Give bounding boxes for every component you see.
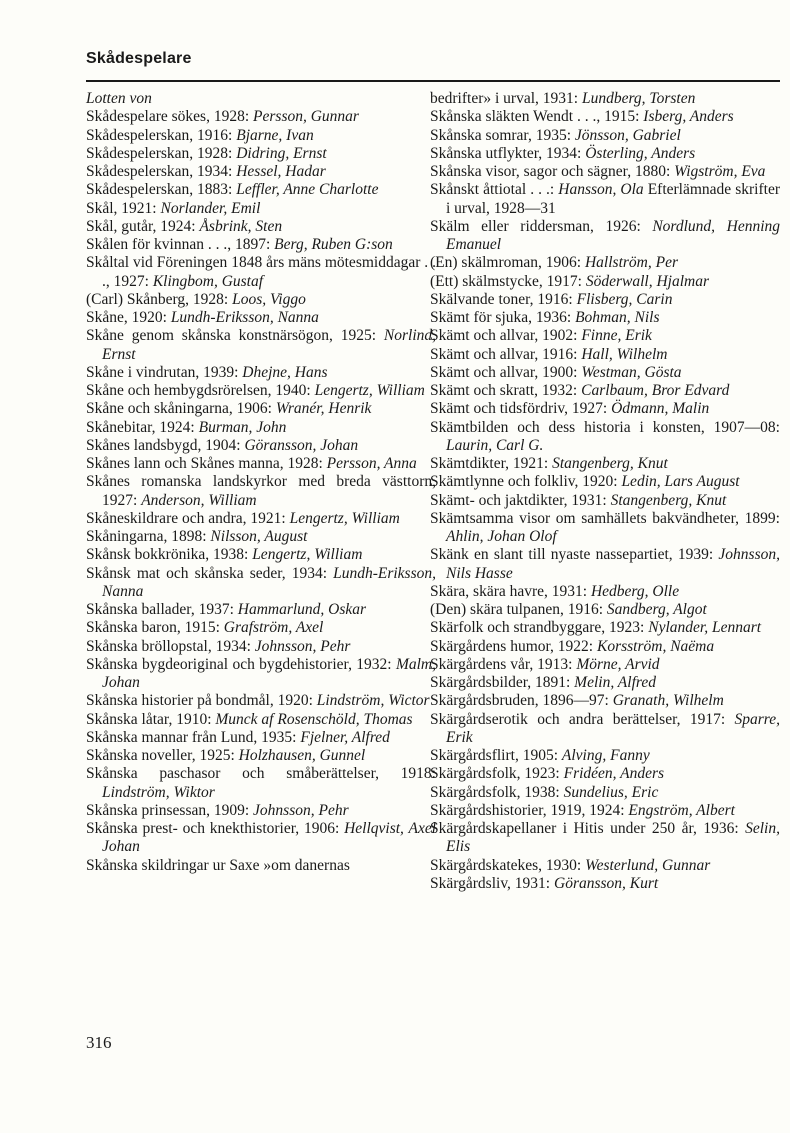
entry-author: Ödmann, Malin	[611, 400, 710, 418]
entry-author: Didring, Ernst	[236, 144, 327, 162]
index-entry	[86, 473, 436, 510]
entry-title: Skärgårdskatekes, 1930:	[430, 856, 586, 874]
index-entry	[430, 127, 780, 145]
index-entry	[86, 163, 436, 181]
entry-author: Klingbom, Gustaf	[152, 272, 264, 290]
entry-title: Skämtlynne och folkliv, 1920:	[430, 473, 622, 491]
entry-author: Lotten von	[86, 90, 152, 107]
entry-author: Lundh-Eriksson, Nanna	[102, 564, 436, 600]
entry-author: Hammarlund, Oskar	[237, 601, 367, 618]
entry-author: Nordlund, Henning Emanuel	[446, 217, 780, 253]
entry-title: Skådespelerskan, 1928:	[86, 144, 237, 162]
index-entry	[430, 747, 780, 765]
entry-title: Skånska somrar, 1935:	[430, 126, 575, 144]
entry-author: Carlbaum, Bror Edvard	[581, 382, 730, 399]
index-entry	[86, 510, 436, 528]
index-entry	[430, 309, 780, 327]
entry-author: Melin, Alfred	[574, 674, 656, 691]
entry-author: Engström, Albert	[628, 801, 735, 819]
entry-title: Skämtsamma visor om samhällets bakvändheter, 1899:	[430, 509, 780, 527]
entry-author: Isberg, Anders	[643, 108, 734, 126]
entry-title: Skånsk mat och skånska seder, 1934:	[86, 564, 334, 582]
index-entry	[86, 857, 436, 875]
entry-title: Skåltal vid Föreningen 1848 års mäns mötesmiddagar . . ., 1927:	[86, 254, 436, 290]
entry-author: Nylander, Lennart	[648, 619, 762, 637]
index-entry	[430, 346, 780, 364]
index-entry	[430, 638, 780, 656]
index-entry	[86, 437, 436, 455]
entry-title: Skånska utflykter, 1934:	[430, 144, 586, 162]
index-entry	[86, 747, 436, 765]
entry-author: Johnsson, Pehr	[254, 637, 351, 655]
index-entry	[86, 802, 436, 820]
entry-author: Laurin, Carl G.	[446, 436, 544, 454]
entry-title: Skånska historier på bondmål, 1920:	[86, 692, 317, 710]
entry-title: (Ett) skälmstycke, 1917:	[430, 272, 586, 290]
entry-author: Ledin, Lars August	[621, 473, 740, 491]
entry-author: Bjarne, Ivan	[236, 126, 314, 144]
entry-author: Flisberg, Carin	[576, 290, 673, 308]
index-entry	[430, 583, 780, 601]
entry-title: Skärgårdsbruden, 1896—97:	[430, 692, 613, 710]
entry-title: Skåningarna, 1898:	[86, 528, 211, 545]
entry-author: Göransson, Johan	[244, 436, 359, 454]
entry-author: Lindström, Wiktor	[102, 783, 215, 801]
index-entry	[430, 455, 780, 473]
header-rule	[86, 80, 780, 82]
entry-title: Skånska mannar från Lund, 1935:	[86, 728, 301, 746]
entry-title: Skånska låtar, 1910:	[86, 710, 216, 728]
entry-title: Skämt och allvar, 1916:	[430, 345, 582, 363]
index-entry	[430, 875, 780, 893]
index-entry	[430, 382, 780, 400]
entry-title: bedrifter» i urval, 1931:	[430, 90, 582, 107]
index-entry	[430, 656, 780, 674]
index-entry	[86, 90, 436, 108]
index-entry	[86, 254, 436, 291]
index-entry	[430, 820, 780, 857]
index-entry	[86, 565, 436, 602]
entry-title: (Carl) Skånberg, 1928:	[86, 290, 233, 308]
index-entry	[86, 820, 436, 857]
entry-author: Berg, Ruben G:son	[274, 236, 393, 253]
entry-author: Wranér, Henrik	[275, 400, 372, 418]
entry-author: Österling, Anders	[585, 144, 696, 162]
entry-title: Skärfolk och strandbyggare, 1923:	[430, 619, 649, 637]
index-entry	[86, 309, 436, 327]
index-entry	[430, 857, 780, 875]
entry-title: Skånska ballader, 1937:	[86, 601, 238, 618]
entry-author: Fjelner, Alfred	[300, 728, 390, 746]
entry-author: Sundelius, Eric	[563, 783, 659, 801]
index-entry	[430, 254, 780, 272]
entry-author: Leffler, Anne Charlotte	[236, 181, 379, 199]
entry-author: Anderson, William	[141, 491, 257, 509]
entry-author: Finne, Erik	[581, 327, 652, 345]
entry-title: Skärgårdskapellaner i Hitis under 250 år, 1936:	[430, 820, 746, 837]
entry-author: Dhejne, Hans	[242, 363, 328, 381]
index-entry	[430, 218, 780, 255]
index-entry	[430, 273, 780, 291]
index-entry	[86, 218, 436, 236]
entry-title: Skåneskildrare och andra, 1921:	[86, 509, 290, 527]
entry-title: Skämt och allvar, 1900:	[430, 363, 582, 381]
entry-title: Skärgårdens vår, 1913:	[430, 655, 577, 673]
index-entry	[86, 364, 436, 382]
index-entry	[430, 419, 780, 456]
entry-title: Skål, gutår, 1924:	[86, 217, 200, 235]
entry-author: Lundh-Eriksson, Nanna	[170, 309, 319, 326]
entry-title: (En) skälmroman, 1906:	[430, 254, 585, 272]
entry-title: Skämtdikter, 1921:	[430, 455, 553, 472]
index-entry	[86, 327, 436, 364]
entry-title: Skärgårdshistorier, 1919, 1924:	[430, 801, 629, 819]
index-entry	[430, 674, 780, 692]
entry-author: Burman, John	[198, 418, 287, 436]
entry-title: Skånska paschasor och småberättelser, 1918:	[86, 765, 436, 783]
page-header: Skådespelare	[86, 50, 192, 67]
entry-author: Norlander, Emil	[160, 199, 261, 217]
entry-title: Skånska baron, 1915:	[86, 619, 224, 637]
entry-title: Skärgårdsliv, 1931:	[430, 874, 554, 892]
entry-author: Hansson, Ola	[558, 181, 644, 199]
entry-author: Fridéen, Anders	[563, 765, 665, 783]
index-entry	[430, 619, 780, 637]
index-entry	[430, 601, 780, 619]
entry-title: Skärgårdsbilder, 1891:	[430, 674, 575, 691]
index-entry	[86, 419, 436, 437]
entry-title: Skålen för kvinnan . . ., 1897:	[86, 236, 275, 253]
entry-title: Skärgårdserotik och andra berättelser, 1917:	[430, 710, 735, 728]
entry-author: Hall, Wilhelm	[581, 345, 668, 363]
entry-title: Skämt för sjuka, 1936:	[430, 309, 576, 326]
entry-author: Johnsson, Pehr	[253, 801, 349, 819]
entry-title: Skådespelerskan, 1934:	[86, 163, 237, 180]
index-entry	[86, 181, 436, 199]
entry-author: Alving, Fanny	[561, 747, 650, 764]
entry-author: Sparre, Erik	[446, 710, 780, 746]
entry-author: Hessel, Hadar	[236, 163, 326, 180]
entry-title: Skämt- och jaktdikter, 1931:	[430, 491, 611, 509]
index-entry	[430, 400, 780, 418]
entry-author: Lindström, Wictor	[316, 692, 430, 710]
entry-author: Malm, Johan	[102, 655, 436, 691]
entry-title: Skånskt åttiotal . . .:	[430, 181, 559, 199]
entry-title: Skål, 1921:	[86, 199, 161, 217]
entry-author: Persson, Anna	[326, 455, 417, 472]
entry-title: Skånska visor, sagor och sägner, 1880:	[430, 163, 675, 180]
index-entry	[86, 765, 436, 802]
entry-title: Skämtbilden och dess historia i konsten, 1907—08:	[430, 418, 780, 436]
entry-title: Skåne och hembygdsrörelsen, 1940:	[86, 382, 315, 399]
entry-title: Skådespelerskan, 1883:	[86, 181, 237, 199]
index-entry	[86, 546, 436, 564]
entry-author: Åsbrink, Sten	[199, 217, 283, 235]
left-column	[86, 90, 436, 875]
entry-title: Skånska noveller, 1925:	[86, 747, 239, 764]
index-entry	[86, 711, 436, 729]
entry-author: Jönsson, Gabriel	[574, 126, 681, 144]
index-entry	[86, 236, 436, 254]
index-entry	[86, 108, 436, 126]
index-entry	[86, 291, 436, 309]
index-entry	[86, 400, 436, 418]
entry-author: Hellqvist, Axel Johan	[102, 820, 437, 856]
entry-title: Skånska skildringar ur Saxe »om danernas	[86, 856, 350, 874]
entry-title: Skånes lann och Skånes manna, 1928:	[86, 455, 327, 472]
entry-title: Skånska prinsessan, 1909:	[86, 801, 254, 819]
entry-title: Skåne, 1920:	[86, 309, 171, 326]
entry-author: Persson, Gunnar	[253, 108, 359, 126]
entry-title: Skämt och skratt, 1932:	[430, 382, 582, 399]
entry-author: Selin, Elis	[446, 820, 780, 856]
entry-author: Stangenberg, Knut	[552, 455, 668, 472]
index-entry	[430, 163, 780, 181]
entry-title: Skånes romanska landskyrkor med breda västtorn, 1927:	[86, 473, 436, 509]
index-entry	[86, 455, 436, 473]
index-entry	[430, 291, 780, 309]
entry-author: Lundberg, Torsten	[581, 90, 696, 107]
index-entry	[430, 711, 780, 748]
entry-author: Lengertz, William	[289, 509, 400, 527]
entry-title: Skånebitar, 1924:	[86, 418, 199, 436]
index-entry	[430, 692, 780, 710]
entry-title: Skärgårdsflirt, 1905:	[430, 747, 562, 764]
entry-title: Skåne och skåningarna, 1906:	[86, 400, 276, 418]
index-entry	[86, 729, 436, 747]
entry-author: Bohman, Nils	[575, 309, 660, 326]
entry-author: Westman, Gösta	[581, 363, 682, 381]
entry-author: Munck af Rosenschöld, Thomas	[215, 710, 413, 728]
entry-title: Skämt och allvar, 1902:	[430, 327, 582, 345]
index-entry	[86, 638, 436, 656]
index-entry	[430, 784, 780, 802]
index-entry	[86, 145, 436, 163]
index-entry	[430, 364, 780, 382]
index-entry	[430, 181, 780, 218]
index-entry	[430, 546, 780, 583]
entry-author: Loos, Viggo	[232, 290, 306, 308]
index-entry	[86, 601, 436, 619]
entry-title: Skåne i vindrutan, 1939:	[86, 363, 243, 381]
entry-author: Stangenberg, Knut	[610, 491, 727, 509]
entry-title: Skånes landsbygd, 1904:	[86, 436, 245, 454]
index-entry	[430, 327, 780, 345]
entry-title: Skälvande toner, 1916:	[430, 290, 577, 308]
entry-title: Skälm eller riddersman, 1926:	[430, 217, 653, 235]
entry-title: Skådespelare sökes, 1928:	[86, 108, 254, 126]
entry-author: Korsström, Naëma	[597, 637, 715, 655]
index-entry	[86, 692, 436, 710]
entry-author: Grafström, Axel	[223, 619, 324, 637]
entry-title: Skånska släkten Wendt . . ., 1915:	[430, 108, 644, 126]
entry-author: Westerlund, Gunnar	[585, 856, 711, 874]
entry-title: Skåne genom skånska konstnärsögon, 1925:	[86, 327, 384, 345]
entry-title: Skära, skära havre, 1931:	[430, 582, 591, 600]
index-entry	[86, 127, 436, 145]
entry-author: Lengertz, William	[314, 382, 425, 399]
index-entry	[86, 528, 436, 546]
entry-author: Ahlin, Johan Olof	[446, 528, 557, 545]
entry-title: Skärgårdsfolk, 1938:	[430, 783, 564, 801]
page-number: 316	[86, 1033, 112, 1052]
entry-suffix: Efterlämnade skrifter i urval, 1928—31	[446, 181, 780, 217]
index-entry	[430, 510, 780, 547]
entry-author: Norlind, Ernst	[102, 327, 436, 363]
entry-title: Skånska bygdeoriginal och bygdehistorier, 1932:	[86, 655, 396, 673]
entry-author: Hedberg, Olle	[590, 582, 680, 600]
index-entry	[430, 492, 780, 510]
entry-author: Söderwall, Hjalmar	[585, 272, 709, 290]
index-entry	[86, 200, 436, 218]
entry-author: Sandberg, Algot	[606, 601, 707, 618]
entry-author: Wigström, Eva	[674, 163, 766, 180]
right-column	[430, 90, 780, 893]
index-entry	[430, 802, 780, 820]
index-entry	[430, 145, 780, 163]
index-entry	[430, 765, 780, 783]
index-entry	[86, 656, 436, 693]
entry-title: Skärgårdsfolk, 1923:	[430, 765, 564, 783]
entry-author: Göransson, Kurt	[554, 874, 659, 892]
index-entry	[86, 619, 436, 637]
entry-author: Nilsson, August	[210, 528, 308, 545]
entry-title: Skärgårdens humor, 1922:	[430, 637, 597, 655]
entry-title: Skånska bröllopstal, 1934:	[86, 637, 255, 655]
index-entry	[430, 473, 780, 491]
entry-title: Skånsk bokkrönika, 1938:	[86, 546, 253, 564]
entry-title: Skådespelerskan, 1916:	[86, 126, 237, 144]
entry-author: Mörne, Arvid	[576, 655, 660, 673]
entry-title: Skänk en slant till nyaste nassepartiet, 1939:	[430, 546, 719, 564]
entry-author: Hallström, Per	[584, 254, 678, 272]
entry-author: Holzhausen, Gunnel	[238, 747, 366, 764]
entry-title: Skämt och tidsfördriv, 1927:	[430, 400, 612, 418]
entry-title: (Den) skära tulpanen, 1916:	[430, 601, 607, 618]
entry-author: Johnsson, Nils Hasse	[446, 546, 780, 582]
entry-title: Skånska prest- och knekthistorier, 1906:	[86, 820, 345, 837]
index-entry	[86, 382, 436, 400]
index-entry	[430, 90, 780, 108]
entry-author: Granath, Wilhelm	[612, 692, 724, 710]
index-entry	[430, 108, 780, 126]
entry-author: Lengertz, William	[252, 546, 363, 564]
